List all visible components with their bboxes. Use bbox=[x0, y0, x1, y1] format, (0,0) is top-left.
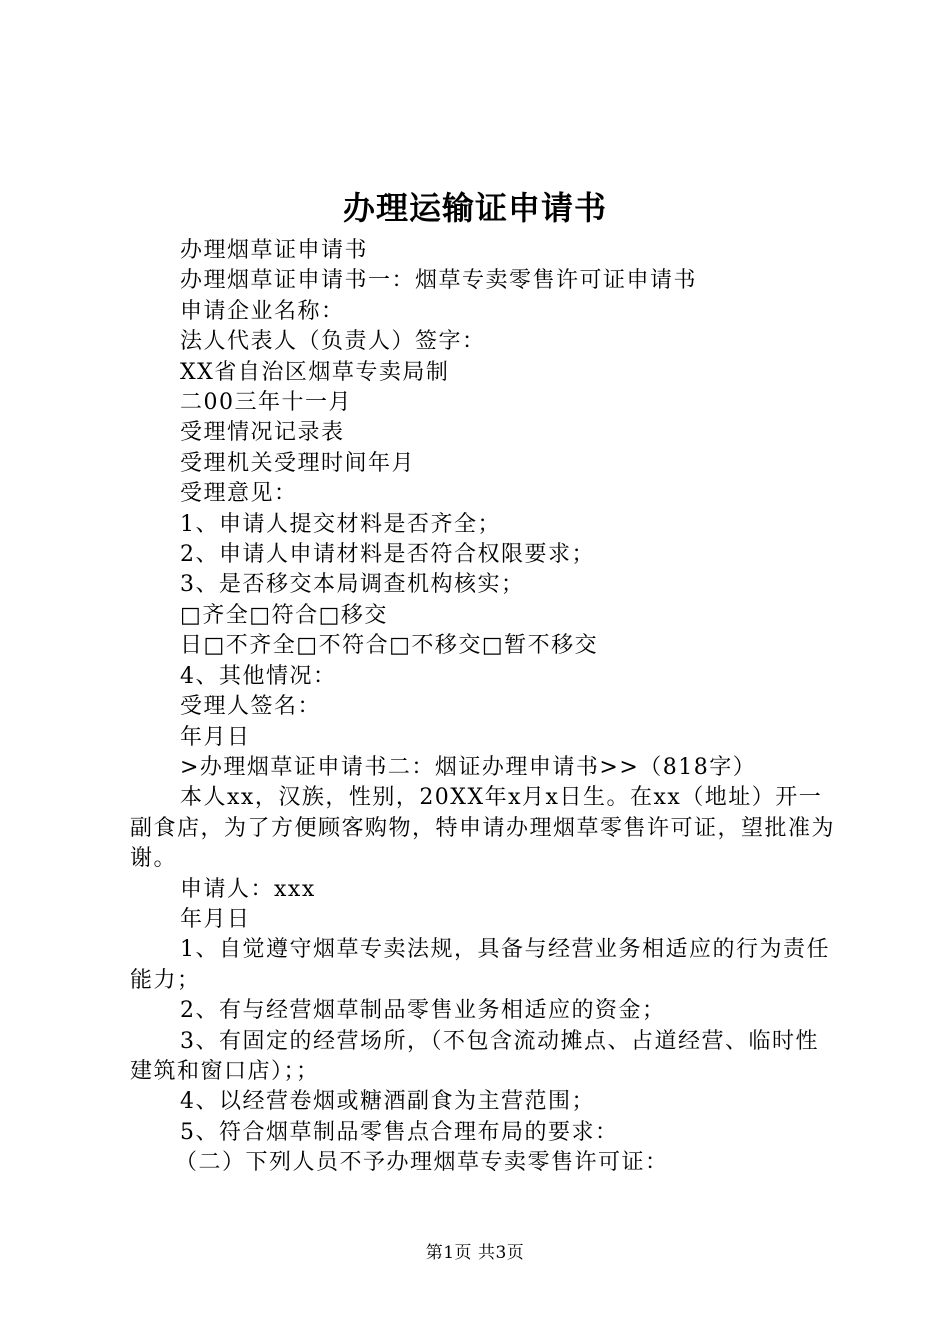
paragraph: 4、其他情况： bbox=[180, 663, 337, 689]
paragraph: 5、符合烟草制品零售点合理布局的要求： bbox=[180, 1119, 619, 1145]
paragraph: 4、以经营卷烟或糖酒副食为主营范围； bbox=[180, 1089, 595, 1115]
paragraph: 办理烟草证申请书 bbox=[180, 238, 369, 263]
paragraph: （二）下列人员不予办理烟草专卖零售许可证： bbox=[175, 1150, 669, 1176]
paragraph: 申请企业名称： bbox=[180, 298, 345, 324]
page-footer: 第1页 共3页 bbox=[425, 1243, 525, 1263]
paragraph: 申请人：xxx bbox=[180, 876, 316, 902]
paragraph: 日□不齐全□不符合□不移交□暂不移交 bbox=[180, 633, 599, 659]
document-title: 办理运输证申请书 bbox=[342, 189, 607, 227]
paragraph: 受理机关受理时间年月 bbox=[180, 450, 416, 476]
paragraph: 2、有与经营烟草制品零售业务相适应的资金； bbox=[180, 998, 666, 1024]
paragraph: 3、是否移交本局调查机构核实； bbox=[180, 572, 525, 598]
paragraph: XX省自治区烟草专卖局制 bbox=[180, 359, 450, 385]
paragraph: 2、申请人申请材料是否符合权限要求； bbox=[180, 542, 595, 568]
paragraph: 年月日 bbox=[180, 906, 251, 932]
paragraph: 3、有固定的经营场所，（不包含流动摊点、占道经营、临时性建筑和窗口店）；； bbox=[130, 1028, 819, 1084]
paragraph: 1、申请人提交材料是否齐全； bbox=[180, 511, 501, 537]
paragraph: 受理意见： bbox=[180, 481, 298, 507]
paragraph: 法人代表人（负责人）签字： bbox=[180, 329, 486, 355]
paragraph: 二00三年十一月 bbox=[180, 390, 352, 416]
document-body bbox=[130, 236, 842, 1179]
paragraph: 年月日 bbox=[180, 724, 251, 750]
paragraph: 本人xx，汉族，性别，20XX年x月x日生。在xx（地址）开一副食店，为了方便顾客购物，特申请办理烟草零售许可证，望批准为谢。 bbox=[130, 785, 836, 872]
paragraph: 1、自觉遵守烟草专卖法规，具备与经营业务相适应的行为责任能力； bbox=[130, 937, 830, 993]
paragraph: 受理人签名： bbox=[180, 694, 322, 720]
paragraph: 受理情况记录表 bbox=[180, 420, 345, 446]
paragraph: 办理烟草证申请书一：烟草专卖零售许可证申请书 bbox=[180, 268, 698, 294]
paragraph: >办理烟草证申请书二：烟证办理申请书>>（818字） bbox=[180, 754, 757, 780]
paragraph: □齐全□符合□移交 bbox=[180, 602, 388, 628]
